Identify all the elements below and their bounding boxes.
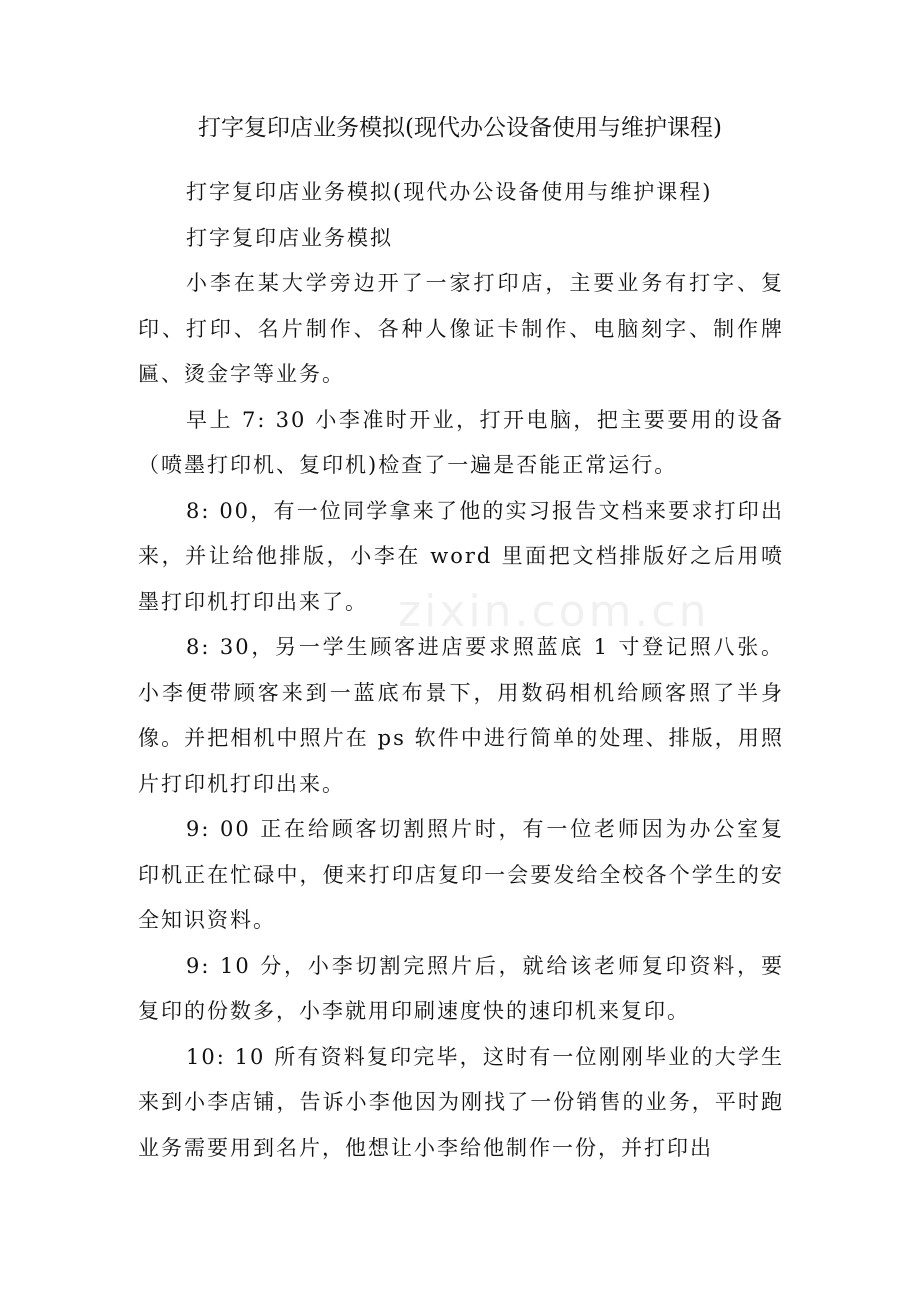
paragraph-0900: 9: 00 正在给顾客切割照片时，有一位老师因为办公室复印机正在忙碌中，便来打印店复印一会要发给全校各个学生的安全知识资料。 [138,817,784,932]
paragraph-intro: 小李在某大学旁边开了一家打印店，主要业务有打字、复印、打印、名片制作、各种人像证卡制作、电脑刻字、制作牌匾、烫金字等业务。 [138,271,784,386]
watermark: zixin.com.cn [398,586,710,637]
document-body [138,170,784,1171]
paragraph-0910: 9: 10 分，小李切割完照片后，就给该老师复印资料，要复印的份数多，小李就用印刷速度快的速印机来复印。 [138,953,784,1023]
paragraph-0800: 8: 00，有一位同学拿来了他的实习报告文档来要求打印出来，并让给他排版，小李在 word 里面把文档排版好之后用喷墨打印机打印出来了。 [138,498,784,614]
paragraph-section-heading: 打字复印店业务模拟 [186,225,393,250]
paragraph-subtitle: 打字复印店业务模拟(现代办公设备使用与维护课程) [186,180,713,204]
paragraph-1010: 10: 10 所有资料复印完毕，这时有一位刚刚毕业的大学生来到小李店铺，告诉小李他因为刚找了一份销售的业务，平时跑业务需要用到名片，他想让小李给他制作一份，并打印出 [138,1044,784,1160]
document-title: 打字复印店业务模拟(现代办公设备使用与维护课程) [198,115,722,141]
paragraph-0830: 8: 30，另一学生顾客进店要求照蓝底 1 寸登记照八张。小李便带顾客来到一蓝底布景下，用数码相机给顾客照了半身像。并把相机中照片在 ps 软件中进行简单的处理、排版，用照片打印机打印出来。 [138,635,784,796]
paragraph-0730: 早上 7: 30 小李准时开业，打开电脑，把主要要用的设备（喷墨打印机、复印机)检查了一遍是否能正常运行。 [138,407,784,477]
